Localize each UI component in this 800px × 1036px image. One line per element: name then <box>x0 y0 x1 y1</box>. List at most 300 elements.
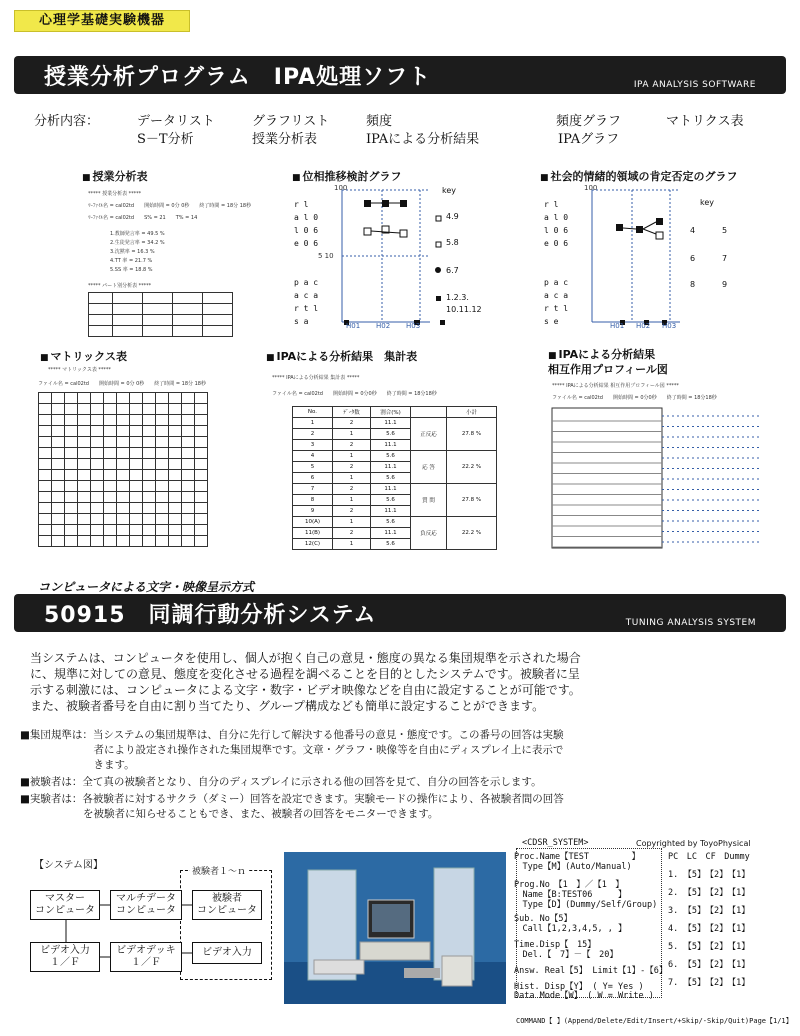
matrix-cell <box>78 481 91 492</box>
ipa-cell: 2 <box>333 506 371 517</box>
matrix-cell <box>117 448 130 459</box>
matrix-cell <box>104 492 117 503</box>
prog-no-field[interactable]: Prog.No 【1 】／【1 】 <box>514 880 624 890</box>
social-graph <box>540 184 760 330</box>
matrix-cell <box>182 426 195 437</box>
matrix-cell <box>65 426 78 437</box>
pc-row[interactable]: 3. 【5】 【2】 【1】 <box>668 906 750 916</box>
matrix-cell <box>143 448 156 459</box>
matrix-cell <box>104 437 117 448</box>
matrix-cell <box>156 536 169 547</box>
ipa-result-table <box>292 406 497 550</box>
phase-row-label: a c a <box>294 291 319 300</box>
matrix-cell <box>117 404 130 415</box>
matrix-cell <box>130 481 143 492</box>
matrix-cell <box>39 437 52 448</box>
ipa-group-pct: 27.8 % <box>447 484 497 517</box>
analysis-label: 分析内容： <box>34 114 100 129</box>
phase-row-label: a l 0 <box>294 213 319 222</box>
ipa-cell: 9 <box>293 506 333 517</box>
matrix-cell <box>117 525 130 536</box>
phase-x-label: H03 <box>406 322 421 330</box>
ipa-group-pct: 22.2 % <box>447 451 497 484</box>
ipa-header: ﾃﾞｰﾀ数 <box>333 407 371 418</box>
matrix-cell <box>143 536 156 547</box>
phase-y-top: 100 <box>334 184 348 192</box>
matrix-cell <box>117 426 130 437</box>
answ-real-field[interactable]: Answ. Real【5】 Limit【1】-【6】 <box>514 966 668 976</box>
social-row-label: l 0 6 <box>544 226 569 235</box>
matrix-cell <box>91 426 104 437</box>
ipa-group-name: 応 答 <box>411 451 447 484</box>
feature-line: ■実験者は：各被験者に対するサクラ（ダミー）回答を設定できます。実験モードの操作により、各被験者間の回答 <box>20 793 564 805</box>
ipa-header: 割合(%) <box>371 407 411 418</box>
screen-copyright: Copyrighted by ToyoPhysical <box>636 839 751 848</box>
matrix-cell <box>195 448 208 459</box>
matrix-cell <box>156 525 169 536</box>
social-row-label: e 0 6 <box>544 239 569 248</box>
matrix-cell <box>91 514 104 525</box>
matrix-cell <box>65 470 78 481</box>
system-diagram-title: 【システム図】 <box>34 860 103 871</box>
ipa-cell: 7 <box>293 484 333 495</box>
matrix-cell <box>117 393 130 404</box>
matrix-cell <box>143 426 156 437</box>
matrix-cell <box>52 470 65 481</box>
intro-line: 示する刺激には、コンピュータによる文字・数字・ビデオ映像などを自由に設定することが可能です。 <box>30 683 581 697</box>
ipa-cell: 11.1 <box>371 528 411 539</box>
pc-row[interactable]: 5. 【5】 【2】 【1】 <box>668 942 750 952</box>
ipa-cell: 2 <box>333 484 371 495</box>
matrix-cell <box>104 481 117 492</box>
matrix-cell <box>169 481 182 492</box>
phase-row-label: p a c <box>294 278 319 287</box>
phase-row-label: r l <box>294 200 309 209</box>
pc-row[interactable]: 1. 【5】 【2】 【1】 <box>668 870 750 880</box>
matrix-cell <box>169 536 182 547</box>
matrix-cell <box>117 514 130 525</box>
tuning-banner-title: 50915 同調行動分析システム <box>44 603 377 628</box>
matrix-cell <box>91 459 104 470</box>
matrix-cell <box>91 437 104 448</box>
proc-name-field[interactable]: Proc.Name【TEST 】 <box>514 852 641 862</box>
social-key-title: key <box>700 198 715 207</box>
ipa-cell: 5.6 <box>371 517 411 528</box>
ipa-cell: 11(B) <box>293 528 333 539</box>
panel-title-class-table: ■ 授業分析表 <box>82 168 148 184</box>
matrix-cell <box>78 393 91 404</box>
ipa-cell: 1 <box>333 539 371 550</box>
matrix-cell <box>130 536 143 547</box>
matrix-cell <box>91 470 104 481</box>
ipa-result-table-area: ***** IPAによる分析結果 集計表 ***** ファイル名 = cal02td 開始時間 = 0分0秒 終了時間 = 18分18秒 No. ﾃﾞｰﾀ数 割合(%) 小計 1 2 11.1 正反応 27.8 % 2 1 5.6 3 2 11.1 4 1 5.6 応 答 22.2 % 5 2 11.1 6 1 5.6 7 2 11.1 質 問 27.8 % 8 1 5.6 9 2 11.1 10(A) 1 5.6 負反応 22.2 % 11(B) 2 11.1 12(C) 1 5.6 <box>268 370 514 558</box>
render-method-title: コンピュータによる文字・映像呈示方式 <box>38 580 255 594</box>
phase-graph <box>290 184 505 330</box>
matrix-cell <box>39 481 52 492</box>
ipa-profile-svg <box>548 402 768 552</box>
hist-disp-field[interactable]: Hist. Disp【Y】 ( Y= Yes ) <box>514 982 644 992</box>
matrix-cell <box>65 459 78 470</box>
matrix-cell <box>117 481 130 492</box>
matrix-cell <box>91 503 104 514</box>
ipa-group-name: 負反応 <box>411 517 447 550</box>
matrix-cell <box>39 470 52 481</box>
social-y-top: 100 <box>584 184 598 192</box>
social-x-label: H03 <box>662 322 677 330</box>
panel-title-matrix: ■ マトリックス表 <box>40 348 127 364</box>
matrix-cell <box>130 448 143 459</box>
matrix-cell <box>156 459 169 470</box>
matrix-cell <box>104 404 117 415</box>
call-field[interactable]: Call【1,2,3,4,5, , 】 <box>514 924 627 934</box>
pc-row[interactable]: 6. 【5】 【2】 【1】 <box>668 960 750 970</box>
ipa-cell: 1 <box>333 495 371 506</box>
matrix-cell <box>182 503 195 514</box>
matrix-cell <box>65 393 78 404</box>
matrix-cell <box>156 503 169 514</box>
phase-x-label: H01 <box>346 322 361 330</box>
matrix-cell <box>52 481 65 492</box>
matrix-cell <box>130 437 143 448</box>
matrix-cell <box>143 514 156 525</box>
ipa-banner-title: 授業分析プログラム IPA処理ソフト <box>44 65 432 90</box>
social-key: 7 <box>722 254 728 263</box>
ipa-cell: 1 <box>333 473 371 484</box>
feature-line: ■被験者は：全て真の被験者となり、自分のディスプレイに示される他の回答を見て、自分の回答を示します。 <box>20 776 542 788</box>
matrix-cell <box>169 404 182 415</box>
matrix-cell <box>65 448 78 459</box>
ipa-group-pct: 22.2 % <box>447 517 497 550</box>
analysis-item: S－T分析 <box>137 132 194 147</box>
matrix-cell <box>143 503 156 514</box>
analysis-item: IPAグラフ <box>558 132 620 147</box>
matrix-cell <box>52 448 65 459</box>
matrix-cell <box>169 470 182 481</box>
matrix-cell <box>39 426 52 437</box>
matrix-cell <box>39 536 52 547</box>
matrix-cell <box>156 470 169 481</box>
video-input-right-box: ビデオ入力 <box>192 942 262 964</box>
ipa-cell: 10(A) <box>293 517 333 528</box>
ipa-cell: 1 <box>333 451 371 462</box>
matrix-cell <box>169 448 182 459</box>
pc-row[interactable]: 7. 【5】 【2】 【1】 <box>668 978 750 988</box>
matrix-cell <box>130 525 143 536</box>
ipa-cell: 11.1 <box>371 418 411 429</box>
matrix-cell <box>143 492 156 503</box>
matrix-cell <box>182 459 195 470</box>
matrix-cell <box>156 415 169 426</box>
phase-row-label: e 0 6 <box>294 239 319 248</box>
matrix-cell <box>156 481 169 492</box>
matrix-cell <box>117 415 130 426</box>
ipa-cell: 5 <box>293 462 333 473</box>
category-tag: 心理学基礎実験機器 <box>14 10 190 32</box>
matrix-cell <box>169 393 182 404</box>
matrix-cell <box>143 415 156 426</box>
ipa-cell: 8 <box>293 495 333 506</box>
matrix-cell <box>117 503 130 514</box>
matrix-cell <box>156 514 169 525</box>
ipa-group-pct: 27.8 % <box>447 418 497 451</box>
matrix-cell <box>65 503 78 514</box>
matrix-cell <box>156 448 169 459</box>
intro-line: に、規準に対しての意見、態度を変化させる過程を調べることを目的としたシステムです。被験者に呈 <box>30 667 580 681</box>
phase-y-mid: 5 10 <box>318 252 334 260</box>
matrix-cell <box>169 415 182 426</box>
analysis-item: 頻度 <box>366 114 393 129</box>
matrix-cell <box>169 503 182 514</box>
matrix-cell <box>169 525 182 536</box>
matrix-cell <box>52 415 65 426</box>
social-key: 6 <box>690 254 696 263</box>
matrix-cell <box>91 448 104 459</box>
matrix-cell <box>78 514 91 525</box>
equipment-illustration <box>284 852 506 1004</box>
matrix-cell <box>143 393 156 404</box>
feature-line: きます。 <box>20 759 135 771</box>
matrix-cell <box>169 426 182 437</box>
matrix-cell <box>52 525 65 536</box>
ipa-row <box>293 517 497 528</box>
matrix-cell <box>156 404 169 415</box>
ipa-cell: 5.6 <box>371 451 411 462</box>
matrix-cell <box>182 393 195 404</box>
matrix-cell <box>91 415 104 426</box>
ipa-cell: 11.1 <box>371 484 411 495</box>
matrix-cell <box>78 536 91 547</box>
panel-title-ipa-result: ■ IPAによる分析結果 集計表 <box>266 348 417 364</box>
prog-name-field[interactable]: Name【B:TEST06 】 <box>514 890 627 900</box>
matrix-cell <box>195 459 208 470</box>
prog-type-field[interactable]: Type【D】(Dummy/Self/Group) <box>514 900 658 910</box>
phase-key-title: key <box>442 186 457 195</box>
matrix-cell <box>65 404 78 415</box>
master-computer-box: マスター コンピュータ <box>30 890 100 920</box>
matrix-thumbnail: ***** マトリックス表 ***** ファイル名 = cal02td 開始時間 = 0分 0秒 終了時間 = 18分 18秒 <box>34 366 230 562</box>
ipa-header <box>411 407 447 418</box>
matrix-cell <box>195 415 208 426</box>
multi-data-computer-box: マルチデータ コンピュータ <box>110 890 182 920</box>
matrix-cell <box>130 492 143 503</box>
subject-computer-box: 被験者 コンピュータ <box>192 890 262 920</box>
matrix-cell <box>143 481 156 492</box>
social-row-label: s e <box>544 317 559 326</box>
matrix-cell <box>195 536 208 547</box>
matrix-cell <box>143 437 156 448</box>
ipa-row <box>293 418 497 429</box>
matrix-cell <box>65 525 78 536</box>
ipa-group-name: 正反応 <box>411 418 447 451</box>
ipa-row <box>293 484 497 495</box>
matrix-cell <box>52 514 65 525</box>
equipment-photo <box>284 852 506 1004</box>
matrix-cell <box>52 426 65 437</box>
sub-no-field[interactable]: Sub. No【5】 <box>514 914 572 924</box>
ipa-cell: 2 <box>333 440 371 451</box>
matrix-cell <box>39 448 52 459</box>
ipa-cell: 1 <box>333 517 371 528</box>
matrix-cell <box>39 503 52 514</box>
matrix-cell <box>130 503 143 514</box>
matrix-cell <box>104 426 117 437</box>
matrix-cell <box>91 404 104 415</box>
ipa-header: 小計 <box>447 407 497 418</box>
matrix-cell <box>195 525 208 536</box>
matrix-cell <box>91 536 104 547</box>
analysis-item: グラフリスト <box>252 114 330 129</box>
phase-key: 1.2.3. 10.11.12 <box>446 293 482 314</box>
panel-title-social-graph: ■ 社会的情緒的領域の肯定否定のグラフ <box>540 168 738 184</box>
social-key: 5 <box>722 226 728 235</box>
matrix-cell <box>156 426 169 437</box>
matrix-cell <box>117 459 130 470</box>
feature-line: を被験者に知らせることもでき、また、被験者の回答をモニターできます。 <box>20 808 439 820</box>
matrix-cell <box>39 492 52 503</box>
matrix-cell <box>78 437 91 448</box>
time-disp-field[interactable]: Time.Disp【 15】 <box>514 940 596 950</box>
intro-line: 当システムは、コンピュータを使用し、個人が抱く自己の意見・態度の異なる集団規準を示された場合 <box>30 651 581 665</box>
class-table-thumbnail: ***** 授業分析表 ***** ﾏｰﾌｧｲﾙ名 = cal02td 開始時間 = 0分 0秒 終了時間 = 18分 18秒 ﾏｰﾌｧｲﾙ名 = cal02td S% = 21 T% = 14 1.教師発言率 = 49.5 % 2.生徒発言率 = 34.2 % 3.沈黙率 = 16.3 % 4.TT 率 = 21.7 % 5.SS 率 = 18.8 % ***** パート別分析表 ***** <box>84 186 254 336</box>
matrix-cell <box>195 503 208 514</box>
matrix-cell <box>91 393 104 404</box>
matrix-cell <box>117 536 130 547</box>
proc-type-field[interactable]: Type【M】(Auto/Manual) <box>514 862 632 872</box>
matrix-cell <box>52 459 65 470</box>
screen-header: <CDSR_SYSTEM> <box>522 838 589 848</box>
ipa-cell: 2 <box>333 418 371 429</box>
matrix-cell <box>195 470 208 481</box>
matrix-cell <box>52 393 65 404</box>
matrix-cell <box>78 426 91 437</box>
matrix-cell <box>143 404 156 415</box>
ipa-cell: 2 <box>333 462 371 473</box>
matrix-cell <box>78 525 91 536</box>
matrix-cell <box>65 514 78 525</box>
ipa-cell: 5.6 <box>371 495 411 506</box>
matrix-cell <box>65 415 78 426</box>
matrix-cell <box>65 437 78 448</box>
ipa-group-name: 質 問 <box>411 484 447 517</box>
ipa-cell: 5.6 <box>371 429 411 440</box>
matrix-cell <box>130 470 143 481</box>
matrix-cell <box>78 448 91 459</box>
matrix-cell <box>39 404 52 415</box>
pc-row[interactable]: 4. 【5】 【2】 【1】 <box>668 924 750 934</box>
matrix-cell <box>104 525 117 536</box>
phase-key: 6.7 <box>446 266 459 275</box>
matrix-cell <box>156 492 169 503</box>
matrix-cell <box>156 393 169 404</box>
del-field[interactable]: Del.【 7】－【 20】 <box>514 950 618 960</box>
ipa-cell: 1 <box>293 418 333 429</box>
ipa-cell: 2 <box>293 429 333 440</box>
social-key: 9 <box>722 280 728 289</box>
matrix-cell <box>39 393 52 404</box>
matrix-cell <box>182 448 195 459</box>
ipa-cell: 2 <box>333 528 371 539</box>
matrix-cell <box>65 481 78 492</box>
ipa-cell: 3 <box>293 440 333 451</box>
social-x-label: H02 <box>636 322 651 330</box>
matrix-cell <box>182 525 195 536</box>
matrix-cell <box>104 393 117 404</box>
analysis-item: マトリクス表 <box>666 114 744 129</box>
matrix-cell <box>91 525 104 536</box>
social-row-label: r t l <box>544 304 569 313</box>
analysis-item: 授業分析表 <box>252 132 318 147</box>
matrix-cell <box>169 492 182 503</box>
matrix-cell <box>169 437 182 448</box>
video-input-box: ビデオ入力 １／Ｆ <box>30 942 100 972</box>
matrix-cell <box>78 415 91 426</box>
ipa-banner <box>14 56 786 94</box>
matrix-cell <box>182 481 195 492</box>
matrix-cell <box>52 437 65 448</box>
matrix-cell <box>130 404 143 415</box>
feature-line: ■集団規準は：当システムの集団規準は、自分に先行して解決する他番号の意見・態度です。この番号の回答は実験 <box>20 729 564 741</box>
matrix-cell <box>182 470 195 481</box>
social-row-label: p a c <box>544 278 569 287</box>
matrix-cell <box>104 470 117 481</box>
matrix-cell <box>195 492 208 503</box>
ipa-cell: 11.1 <box>371 506 411 517</box>
social-row-label: r l <box>544 200 559 209</box>
ipa-cell: 11.1 <box>371 462 411 473</box>
matrix-grid <box>38 392 208 547</box>
matrix-cell <box>78 470 91 481</box>
matrix-cell <box>195 426 208 437</box>
matrix-cell <box>156 437 169 448</box>
matrix-cell <box>104 448 117 459</box>
intro-line: また、被験者番号を自由に割り当てたり、グループ構成なども簡単に設定することができます。 <box>30 699 545 713</box>
phase-key: 5.8 <box>446 238 459 247</box>
matrix-cell <box>117 437 130 448</box>
matrix-cell <box>130 459 143 470</box>
ipa-row <box>293 451 497 462</box>
tuning-banner <box>14 594 786 632</box>
matrix-cell <box>130 393 143 404</box>
pc-header: PC LC CF Dummy <box>668 852 750 862</box>
matrix-cell <box>117 470 130 481</box>
matrix-cell <box>104 514 117 525</box>
panel-title-phase-graph: ■ 位相推移検討グラフ <box>292 168 402 184</box>
data-mode-field[interactable]: Data Mode【W】 ( W = Write ) <box>514 991 654 1001</box>
video-deck-box: ビデオデッキ １／Ｆ <box>110 942 182 972</box>
matrix-cell <box>39 459 52 470</box>
command-line[interactable]: COMMAND【 】(Append/Delete/Edit/Insert/+Skip/-Skip/Quit)Page【1/1】 <box>516 1017 793 1025</box>
matrix-cell <box>169 459 182 470</box>
phase-key: 4.9 <box>446 212 459 221</box>
matrix-cell <box>39 525 52 536</box>
social-key: 4 <box>690 226 696 235</box>
matrix-cell <box>143 525 156 536</box>
matrix-cell <box>182 492 195 503</box>
social-row-label: a c a <box>544 291 569 300</box>
panel-title-ipa-profile: ■ IPAによる分析結果 相互作用プロフィール図 <box>548 348 668 376</box>
matrix-cell <box>91 492 104 503</box>
ipa-cell: 11.1 <box>371 440 411 451</box>
matrix-cell <box>130 415 143 426</box>
ipa-cell: 6 <box>293 473 333 484</box>
pc-row[interactable]: 2. 【5】 【2】 【1】 <box>668 888 750 898</box>
phase-row-label: l 0 6 <box>294 226 319 235</box>
phase-row-label: r t l <box>294 304 319 313</box>
matrix-cell <box>182 536 195 547</box>
matrix-cell <box>182 514 195 525</box>
matrix-cell <box>143 470 156 481</box>
matrix-cell <box>104 459 117 470</box>
